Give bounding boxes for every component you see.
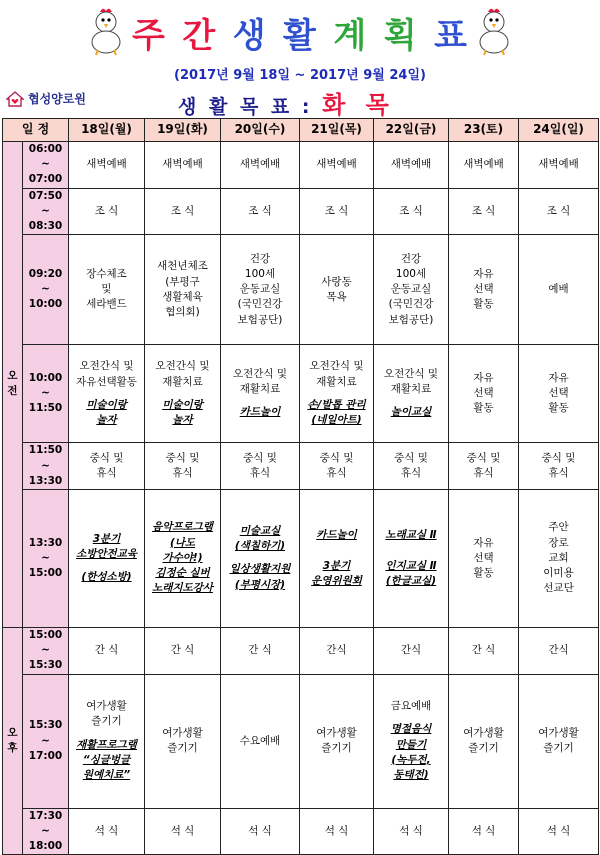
- activity-text: 선택: [548, 387, 569, 400]
- activity-text: 교회: [548, 551, 569, 564]
- activity-text: 새벽예배: [162, 158, 203, 171]
- activity-text: 석 식: [324, 824, 349, 837]
- program-title: (한글교실): [385, 575, 437, 588]
- col-header: 21일(목): [300, 119, 374, 142]
- goal-value: 화 목: [322, 91, 395, 119]
- schedule-cell: [145, 235, 221, 345]
- time-slot: 07:50 ~ 08:30: [23, 188, 69, 235]
- schedule-cell: [300, 142, 374, 189]
- activity-text: 석 식: [399, 824, 423, 837]
- schedule-cell: [145, 345, 221, 443]
- schedule-cell: [221, 188, 300, 235]
- table-row: [3, 188, 599, 235]
- activity-text: 중식 및: [243, 451, 277, 464]
- activity-text: 선택: [473, 387, 494, 400]
- activity-text: 여가생활: [538, 726, 579, 739]
- activity-text: 재활치료: [162, 375, 203, 388]
- activity-text: 및: [101, 283, 112, 296]
- activity-text: 조 식: [546, 204, 571, 217]
- activity-text: 조 식: [324, 204, 349, 217]
- schedule-cell: [449, 142, 519, 189]
- time-slot: 06:00 ~ 07:00: [23, 142, 69, 189]
- activity-text: 보험공단): [388, 313, 434, 326]
- title-char: 계: [333, 15, 368, 56]
- schedule-cell: [519, 188, 599, 235]
- program-title: 노래지도강사: [152, 582, 213, 595]
- program-title: 카드놀이: [316, 528, 357, 541]
- activity-text: 새벽예배: [316, 158, 357, 171]
- activity-text: 운동교실: [239, 283, 281, 296]
- time-slot: 15:00 ~ 15:30: [23, 627, 69, 674]
- activity-text: 조 식: [248, 204, 272, 217]
- schedule-cell: [221, 808, 300, 855]
- activity-text: 건강: [249, 252, 271, 265]
- activity-text: 조 식: [471, 204, 496, 217]
- program-title: 3분기: [322, 559, 351, 572]
- time-slot: 15:30 ~ 17:00: [23, 674, 69, 808]
- title-char: 획: [383, 15, 418, 56]
- activity-text: 즐기기: [91, 715, 122, 728]
- activity-text: 100세: [395, 267, 427, 280]
- program-title: 음악프로그램: [152, 521, 213, 534]
- table-row: [3, 674, 599, 808]
- activity-text: 보험공단): [237, 313, 283, 326]
- schedule-cell: [374, 443, 449, 490]
- col-header: 일 정: [3, 119, 69, 142]
- activity-text: 휴식: [96, 467, 117, 480]
- schedule-cell: [374, 345, 449, 443]
- col-header: 24일(일): [519, 119, 599, 142]
- header: [0, 0, 600, 119]
- schedule-cell: [300, 188, 374, 235]
- activity-text: 중식 및: [466, 451, 501, 464]
- activity-text: 중식 및: [394, 451, 428, 464]
- schedule-cell: [519, 808, 599, 855]
- activity-text: 자유: [473, 536, 494, 549]
- col-header: 18일(월): [69, 119, 145, 142]
- title-char: 활: [283, 15, 317, 56]
- schedule-cell: [300, 443, 374, 490]
- program-title: 재활프로그램: [76, 738, 137, 751]
- table-row: [3, 235, 599, 345]
- activity-text: 조 식: [399, 204, 423, 217]
- schedule-cell: [300, 235, 374, 345]
- program-title: (나도: [169, 536, 196, 549]
- activity-text: 예배: [548, 283, 569, 296]
- schedule-cell: [300, 627, 374, 674]
- activity-text: 중식 및: [89, 451, 124, 464]
- activity-text: 협의회): [165, 306, 200, 319]
- program-title: 미술이랑: [86, 398, 127, 411]
- section-am: 오 전: [3, 142, 23, 628]
- activity-text: 자유: [548, 371, 569, 384]
- program-title: 가수야!): [162, 551, 203, 564]
- activity-text: 즐기기: [321, 742, 352, 755]
- activity-text: 간식: [400, 644, 422, 657]
- program-title: 일상생활지원: [229, 563, 291, 576]
- schedule-cell: [449, 443, 519, 490]
- schedule-cell: [221, 235, 300, 345]
- schedule-cell: [374, 235, 449, 345]
- activity-text: (부평구: [165, 275, 200, 288]
- activity-text: 휴식: [473, 467, 494, 480]
- activity-text: 자유선택활동: [76, 375, 137, 388]
- table-row: [3, 142, 599, 189]
- chicken-mascot-icon: [472, 6, 516, 56]
- title-char: 주: [132, 15, 166, 56]
- activity-text: 석 식: [546, 824, 571, 837]
- program-title: 미술이랑: [162, 398, 203, 411]
- schedule-cell: [449, 489, 519, 627]
- activity-text: 조 식: [170, 204, 195, 217]
- activity-text: 석 식: [94, 824, 119, 837]
- schedule-cell: [519, 142, 599, 189]
- activity-text: 운동교실: [390, 283, 432, 296]
- activity-text: 오전간식 및: [383, 367, 439, 380]
- activity-text: 간식: [548, 644, 569, 657]
- schedule-cell: [519, 443, 599, 490]
- chicken-mascot-icon: [84, 6, 128, 56]
- header-row: [3, 119, 599, 142]
- program-title: 노래교실 Ⅱ: [385, 528, 437, 541]
- schedule-cell: [69, 345, 145, 443]
- program-title: 미술교실: [239, 525, 281, 538]
- house-heart-icon: [6, 91, 24, 107]
- activity-text: 재활치료: [239, 383, 281, 396]
- activity-text: 오전간식 및: [79, 360, 134, 373]
- org-name: 협성양로원: [28, 92, 86, 106]
- life-goal: [178, 85, 395, 120]
- schedule-cell: [69, 627, 145, 674]
- activity-text: 오전간식 및: [232, 367, 288, 380]
- col-header: 19일(화): [145, 119, 221, 142]
- program-title: 손/발톱 관리: [307, 398, 366, 411]
- activity-text: 즐기기: [167, 742, 198, 755]
- schedule-cell: [221, 627, 300, 674]
- activity-text: 선교단: [543, 582, 574, 595]
- activity-text: 활동: [548, 402, 569, 415]
- activity-text: 휴식: [326, 467, 347, 480]
- program-title: (녹두전,: [391, 753, 431, 766]
- col-header: 22일(금): [374, 119, 449, 142]
- schedule-cell: [300, 674, 374, 808]
- program-title: 인지교실 Ⅱ: [385, 559, 437, 572]
- table-row: [3, 345, 599, 443]
- program-title: (부평시장): [234, 578, 286, 591]
- program-title: (네일아트): [311, 414, 362, 427]
- activity-text: 여가생활: [86, 700, 127, 713]
- activity-text: 이미용: [543, 567, 574, 580]
- activity-text: 목욕: [326, 290, 347, 303]
- activity-text: 자유: [473, 371, 494, 384]
- table-row: [3, 808, 599, 855]
- activity-text: 자유: [473, 267, 494, 280]
- schedule-cell: [69, 443, 145, 490]
- activity-text: 활동: [473, 567, 494, 580]
- schedule-cell: [519, 345, 599, 443]
- period-text: (2017년 9월 18일 ~ 2017년 9월 24일): [174, 68, 426, 83]
- schedule-cell: [69, 674, 145, 808]
- time-slot: 17:30 ~ 18:00: [23, 808, 69, 855]
- schedule-cell: [145, 489, 221, 627]
- schedule-cell: [374, 674, 449, 808]
- schedule-cell: [145, 188, 221, 235]
- title-char: 간: [182, 15, 217, 56]
- col-header: 20일(수): [221, 119, 300, 142]
- program-title: (색칠하기): [234, 540, 286, 553]
- activity-text: 석 식: [471, 824, 496, 837]
- activity-text: 간 식: [94, 644, 119, 657]
- table-row: [3, 443, 599, 490]
- activity-text: 건강: [400, 252, 422, 265]
- activity-text: 간 식: [248, 644, 272, 657]
- program-title: 김정순 실버: [155, 567, 210, 580]
- program-title: 3분기: [92, 532, 121, 545]
- activity-text: 석 식: [170, 824, 195, 837]
- schedule-cell: [519, 627, 599, 674]
- program-title: 놀자: [96, 414, 117, 427]
- time-slot: 13:30 ~ 15:00: [23, 489, 69, 627]
- schedule-cell: [519, 235, 599, 345]
- schedule-cell: [519, 674, 599, 808]
- schedule-cell: [69, 235, 145, 345]
- activity-text: 활동: [473, 298, 494, 311]
- schedule-cell: [69, 142, 145, 189]
- activity-text: 여가생활: [162, 726, 203, 739]
- activity-text: 즐기기: [468, 742, 499, 755]
- schedule-cell: [449, 808, 519, 855]
- schedule-cell: [300, 489, 374, 627]
- schedule-cell: [69, 808, 145, 855]
- activity-text: 간식: [326, 644, 347, 657]
- activity-text: 휴식: [548, 467, 569, 480]
- schedule-cell: [449, 674, 519, 808]
- activity-text: 재활치료: [316, 375, 357, 388]
- program-title: 만들기: [395, 738, 427, 751]
- activity-text: 간 식: [471, 644, 496, 657]
- title-char: 표: [434, 15, 468, 56]
- time-slot: 10:00 ~ 11:50: [23, 345, 69, 443]
- schedule-cell: [221, 489, 300, 627]
- program-title: 카드놀이: [239, 406, 281, 419]
- activity-text: 휴식: [172, 467, 193, 480]
- activity-text: 금요예배: [390, 700, 432, 713]
- time-slot: 09:20 ~ 10:00: [23, 235, 69, 345]
- activity-text: 새벽예배: [239, 158, 281, 171]
- org-label: [6, 90, 86, 107]
- col-header: 23(토): [449, 119, 519, 142]
- schedule-cell: [145, 142, 221, 189]
- goal-label: 생 활 목 표 :: [178, 96, 313, 118]
- schedule-cell: [519, 489, 599, 627]
- activity-text: 조 식: [94, 204, 119, 217]
- program-title: 소방안전교육: [76, 547, 137, 560]
- program-title: (한성소방): [81, 571, 132, 584]
- activity-text: 새천년체조: [157, 260, 208, 273]
- activity-text: 새벽예배: [463, 158, 504, 171]
- schedule-cell: [221, 443, 300, 490]
- table-row: [3, 627, 599, 674]
- program-title: 명절음식: [390, 723, 432, 736]
- schedule-cell: [449, 188, 519, 235]
- schedule-cell: [221, 345, 300, 443]
- activity-text: 재활치료: [390, 383, 432, 396]
- schedule-cell: [374, 489, 449, 627]
- schedule-cell: [449, 345, 519, 443]
- schedule-cell: [449, 627, 519, 674]
- title-char: 생: [232, 15, 267, 56]
- activity-text: 새벽예배: [86, 158, 127, 171]
- program-title: 놀자: [172, 414, 193, 427]
- schedule-cell: [300, 808, 374, 855]
- activity-text: 새벽예배: [538, 158, 579, 171]
- activity-text: 장로: [548, 536, 569, 549]
- activity-text: 주안: [548, 521, 569, 534]
- activity-text: 장수체조: [86, 267, 127, 280]
- weekly-schedule-table: [2, 118, 599, 855]
- activity-text: 중식 및: [319, 451, 354, 464]
- activity-text: 휴식: [249, 467, 271, 480]
- activity-text: 활동: [473, 402, 494, 415]
- schedule-cell: [374, 142, 449, 189]
- schedule-cell: [221, 142, 300, 189]
- schedule-cell: [221, 674, 300, 808]
- schedule-cell: [145, 627, 221, 674]
- activity-text: (국민건강: [388, 298, 434, 311]
- activity-text: 중식 및: [541, 451, 576, 464]
- activity-text: 휴식: [400, 467, 422, 480]
- activity-text: 생활체육: [162, 290, 203, 303]
- activity-text: 간 식: [170, 644, 195, 657]
- activity-text: (국민건강: [237, 298, 283, 311]
- activity-text: 100세: [244, 267, 276, 280]
- activity-text: 오전간식 및: [155, 360, 210, 373]
- program-title: 동태전): [393, 768, 429, 781]
- schedule-cell: [374, 808, 449, 855]
- schedule-cell: [145, 674, 221, 808]
- activity-text: 세라밴드: [86, 298, 127, 311]
- schedule-cell: [374, 188, 449, 235]
- program-title: 운영위원회: [311, 575, 362, 588]
- activity-text: 여가생활: [316, 726, 357, 739]
- time-slot: 11:50 ~ 13:30: [23, 443, 69, 490]
- activity-text: 여가생활: [463, 726, 504, 739]
- activity-text: 석 식: [248, 824, 272, 837]
- schedule-cell: [145, 808, 221, 855]
- schedule-cell: [449, 235, 519, 345]
- schedule-cell: [145, 443, 221, 490]
- activity-text: 새벽예배: [390, 158, 432, 171]
- schedule-cell: [300, 345, 374, 443]
- activity-text: 중식 및: [165, 451, 200, 464]
- program-title: 원예치료”: [82, 768, 131, 781]
- activity-text: 선택: [473, 283, 494, 296]
- activity-text: 오전간식 및: [309, 360, 364, 373]
- activity-text: 선택: [473, 551, 494, 564]
- activity-text: 즐기기: [543, 742, 574, 755]
- schedule-cell: [69, 188, 145, 235]
- page-title: [132, 10, 468, 54]
- table-row: [3, 489, 599, 627]
- activity-text: 사랑동: [321, 275, 352, 288]
- activity-text: 수요예배: [239, 734, 281, 747]
- program-title: “싱글벙글: [82, 753, 131, 766]
- schedule-cell: [69, 489, 145, 627]
- section-pm: 오 후: [3, 627, 23, 854]
- program-title: 놀이교실: [390, 406, 432, 419]
- schedule-cell: [374, 627, 449, 674]
